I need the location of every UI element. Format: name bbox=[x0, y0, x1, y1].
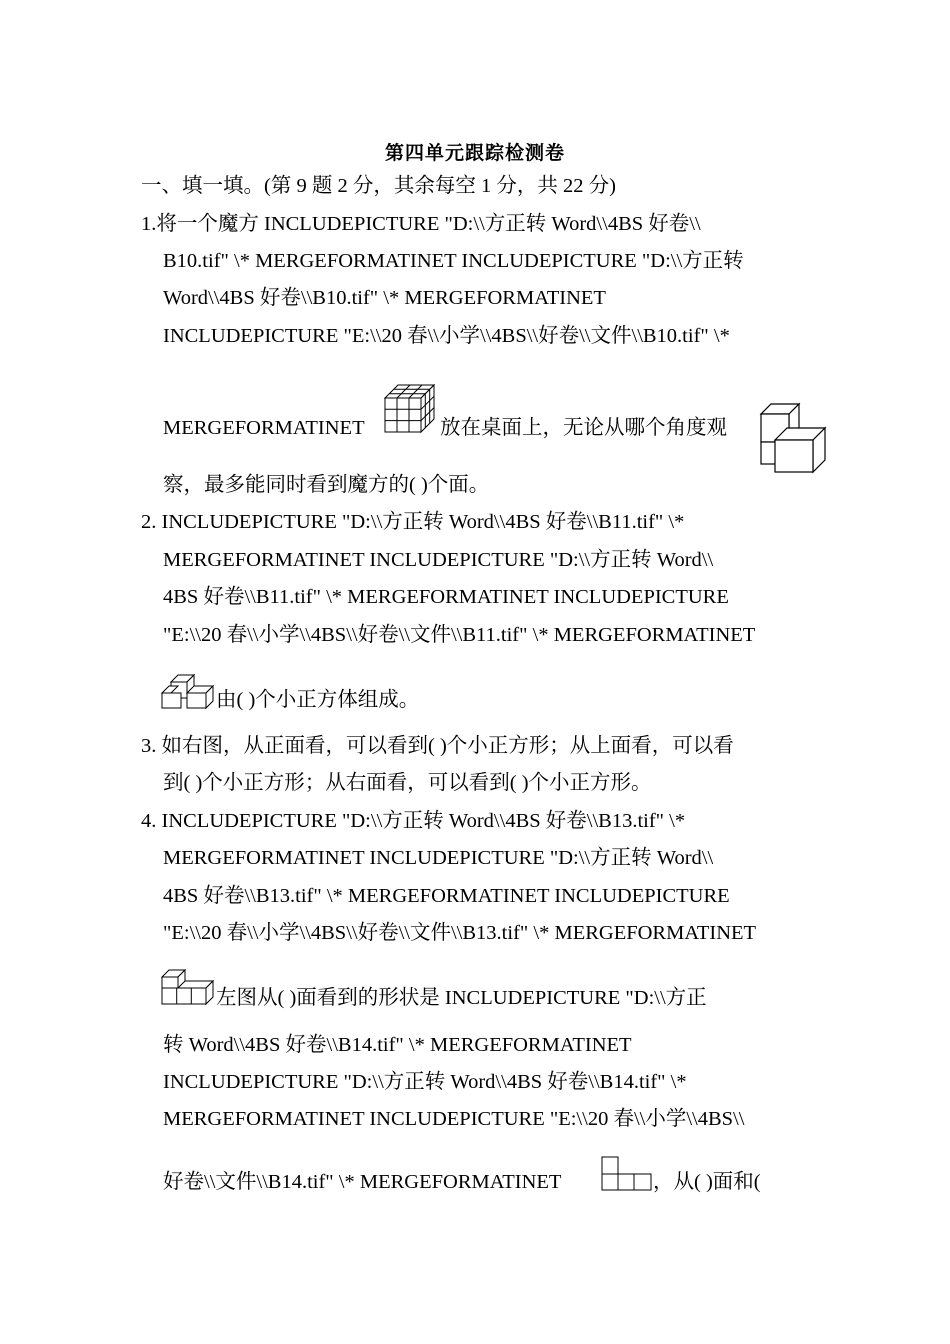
q4-line-7: INCLUDEPICTURE "D:\\方正转 Word\\4BS 好卷\\B14.tif" \* bbox=[163, 1071, 687, 1093]
q1-line-4: INCLUDEPICTURE "E:\\20 春\\小学\\4BS\\好卷\\文件\\B10.tif" \* bbox=[163, 325, 730, 347]
q4-line-1: 4. INCLUDEPICTURE "D:\\方正转 Word\\4BS 好卷\\B13.tif" \* bbox=[141, 810, 686, 832]
rubiks-cube-figure bbox=[384, 384, 436, 434]
q3-line-1: 3. 如右图，从正面看，可以看到( )个小正方形；从上面看，可以看 bbox=[141, 735, 734, 757]
q1-line-1: 1.将一个魔方 INCLUDEPICTURE "D:\\方正转 Word\\4BS 好卷\\ bbox=[141, 213, 701, 235]
q3-line-2: 到( )个小正方形；从右面看，可以看到( )个小正方形。 bbox=[163, 772, 652, 794]
q1-line-2: B10.tif" \* MERGEFORMATINET INCLUDEPICTURE "D:\\方正转 bbox=[163, 250, 744, 272]
q2-line-4: "E:\\20 春\\小学\\4BS\\好卷\\文件\\B11.tif" \* MERGEFORMATINET bbox=[163, 624, 756, 646]
q2-line-5: 由( )个小正方体组成。 bbox=[216, 689, 420, 711]
small-cubes-figure bbox=[161, 670, 215, 710]
q4-line-8: MERGEFORMATINET INCLUDEPICTURE "E:\\20 春\\小学\\4BS\\ bbox=[163, 1108, 745, 1130]
front-view-squares-figure bbox=[601, 1156, 653, 1192]
q4-line-5: 左图从( )面看到的形状是 INCLUDEPICTURE "D:\\方正 bbox=[216, 987, 707, 1009]
row-cubes-figure bbox=[161, 968, 215, 1006]
q2-line-2: MERGEFORMATINET INCLUDEPICTURE "D:\\方正转 Word\\ bbox=[163, 549, 714, 571]
q4-line-2: MERGEFORMATINET INCLUDEPICTURE "D:\\方正转 Word\\ bbox=[163, 847, 714, 869]
q1-line-5b: 放在桌面上，无论从哪个角度观 bbox=[440, 417, 727, 439]
q4-line-4: "E:\\20 春\\小学\\4BS\\好卷\\文件\\B13.tif" \* MERGEFORMATINET bbox=[163, 922, 757, 944]
q1-line-6: 察，最多能同时看到魔方的( )个面。 bbox=[163, 474, 490, 496]
q1-line-3: Word\\4BS 好卷\\B10.tif" \* MERGEFORMATINET bbox=[163, 287, 606, 309]
q4-line-6: 转 Word\\4BS 好卷\\B14.tif" \* MERGEFORMATINET bbox=[163, 1034, 632, 1056]
three-cube-stack-figure bbox=[759, 402, 829, 478]
page-title: 第四单元跟踪检测卷 bbox=[384, 142, 565, 164]
q2-line-1: 2. INCLUDEPICTURE "D:\\方正转 Word\\4BS 好卷\\B11.tif" \* bbox=[141, 511, 685, 533]
q4-line-9b: ，从( )面和( bbox=[653, 1171, 761, 1193]
q4-line-3: 4BS 好卷\\B13.tif" \* MERGEFORMATINET INCLUDEPICTURE bbox=[163, 885, 730, 907]
section-heading: 一、填一填。(第 9 题 2 分，其余每空 1 分，共 22 分) bbox=[141, 175, 616, 197]
q1-line-5a: MERGEFORMATINET bbox=[163, 417, 365, 439]
q2-line-3: 4BS 好卷\\B11.tif" \* MERGEFORMATINET INCLUDEPICTURE bbox=[163, 586, 729, 608]
q4-line-9a: 好卷\\文件\\B14.tif" \* MERGEFORMATINET bbox=[163, 1171, 562, 1193]
